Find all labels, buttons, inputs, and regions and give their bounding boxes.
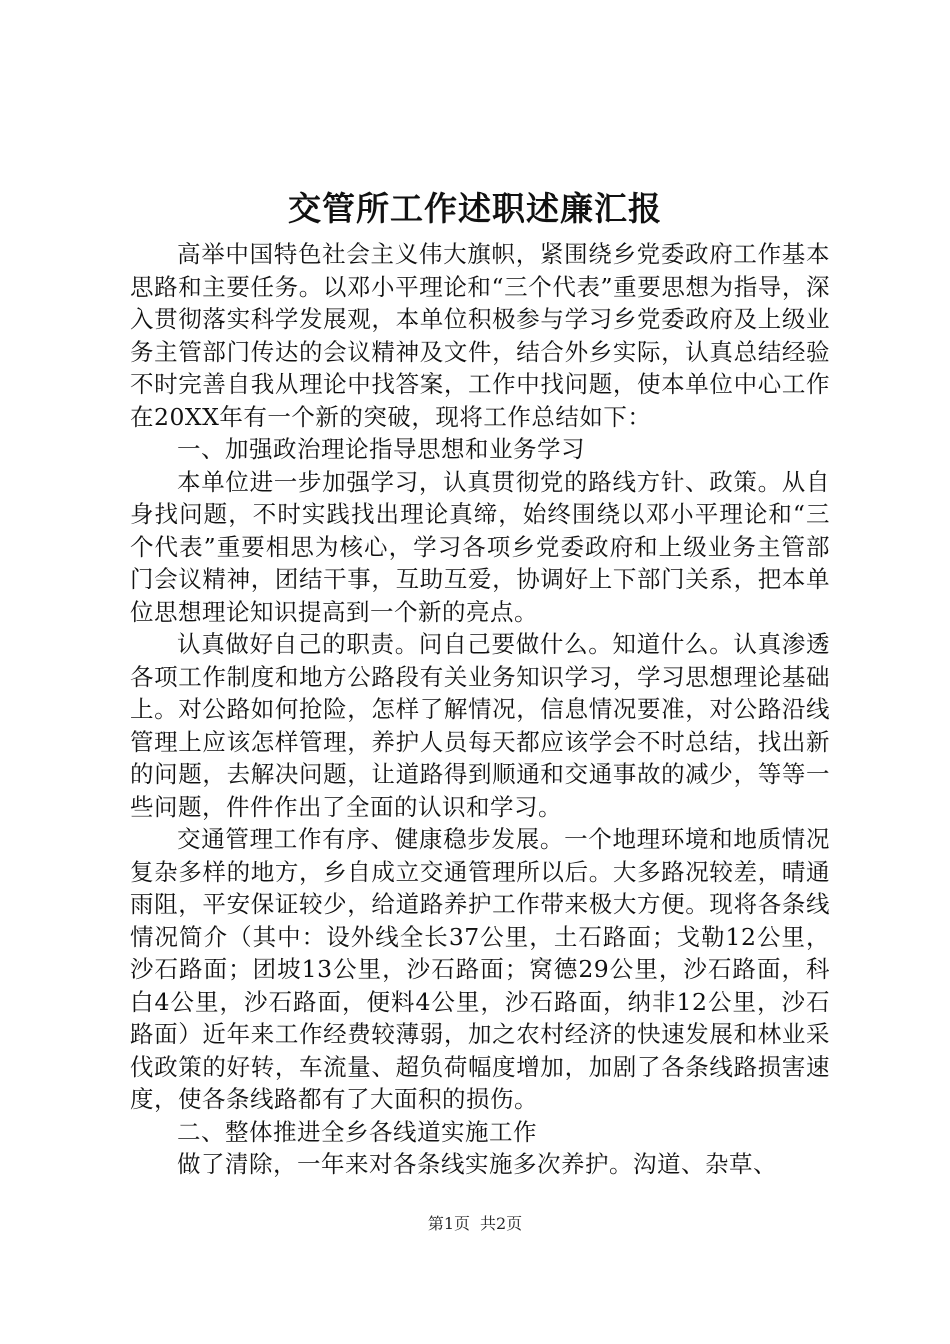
page-footer — [0, 1213, 950, 1235]
section-heading-2: 二、整体推进全乡各线道实施工作 — [177, 1117, 537, 1146]
paragraph-maintenance: 做了清除，一年来对各条线实施多次养护。沟道、杂草、 — [177, 1150, 777, 1178]
document-body — [130, 238, 830, 1181]
paragraph-study: 本单位进一步加强学习，认真贯彻党的路线方针、政策。从自身找问题，不时实践找出理论真缔，始终围绕以邓小平理论和“三个代表”重要相思为核心，学习各项乡党委政府和上级业务主管部门会议精神，团结干事，互助互爱，协调好上下部门关系，把本单位思想理论知识提高到一个新的亮点。 — [130, 467, 830, 626]
page-number: 第1页 — [427, 1214, 470, 1233]
section-heading-1: 一、加强政治理论指导思想和业务学习 — [177, 435, 585, 463]
paragraph-duties: 认真做好自己的职责。问自己要做什么。知道什么。认真渗透各项工作制度和地方公路段有关业务知识学习，学习思想理论基础上。对公路如何抢险，怎样了解情况，信息情况要准，对公路沿线管理上应该怎样管理，养护人员每天都应该学会不时总结，找出新的问题，去解决问题，让道路得到顺通和交通事故的减少，等等一些问题，件件作出了全面的认识和学习。 — [130, 630, 830, 821]
paragraph-intro: 高举中国特色社会主义伟大旗帜，紧围绕乡党委政府工作基本思路和主要任务。以邓小平理论和“三个代表”重要思想为指导，深入贯彻落实科学发展观，本单位积极参与学习乡党委政府及上级业务主管部门传达的会议精神及文件，结合外乡实际，认真总结经验不时完善自我从理论中找答案，工作中找问题，使本单位中心工作在20XX年有一个新的突破，现将工作总结如下： — [130, 240, 830, 431]
paragraph-traffic-management: 交通管理工作有序、健康稳步发展。一个地理环境和地质情况复杂多样的地方，乡自成立交通管理所以后。大多路况较差，晴通雨阻，平安保证较少，给道路养护工作带来极大方便。现将各条线情况简介（其中：设外线全长37公里，土石路面；戈勒12公里，沙石路面；团坡13公里，沙石路面；窝德29公里，沙石路面，科白4公里，沙石路面，便料4公里，沙石路面，纳非12公里，沙石路面）近年来工作经费较薄弱，加之农村经济的快速发展和林业采伐政策的好转，车流量、超负荷幅度增加，加剧了各条线路损害速度，使各条线路都有了大面积的损伤。 — [130, 825, 830, 1113]
page-total: 共2页 — [480, 1214, 523, 1233]
document-title: 交管所工作述职述廉汇报 — [288, 189, 662, 228]
